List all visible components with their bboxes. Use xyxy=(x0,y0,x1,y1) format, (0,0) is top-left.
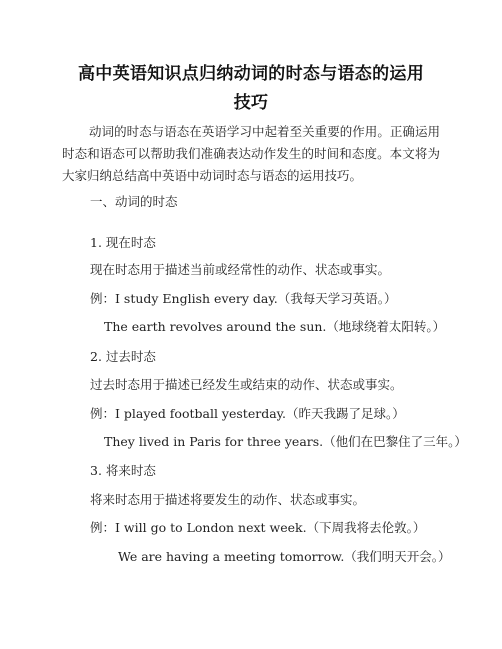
section-heading: 一、动词的时态 xyxy=(90,194,178,209)
intro-paragraph: 动词的时态与语态在英语学习中起着至关重要的作用。正确运用时态和语态可以帮助我们准确表达动作发生的时间和态度。本文将为大家归纳总结高中英语中动词时态与语态的运用技巧。 xyxy=(62,124,440,183)
example-line: 例：I will go to London next week.（下周我将去伦敦。） xyxy=(90,520,426,535)
example-line: They lived in Paris for three years.（他们在巴黎住了三年。） xyxy=(104,434,467,449)
subsection-description: 将来时态用于描述将要发生的动作、状态或事实。 xyxy=(90,492,366,507)
document-title: 高中英语知识点归纳动词的时态与语态的运用技巧 xyxy=(78,64,424,113)
subsection-description: 现在时态用于描述当前或经常性的动作、状态或事实。 xyxy=(90,262,391,277)
subsection-description: 过去时态用于描述已经发生或结束的动作、状态或事实。 xyxy=(90,377,403,392)
subsection-heading: 2. 过去时态 xyxy=(90,349,156,364)
example-line: The earth revolves around the sun.（地球绕着太阳转。） xyxy=(104,319,446,334)
example-line: 例：I study English every day.（我每天学习英语。） xyxy=(90,291,397,306)
subsection-heading: 1. 现在时态 xyxy=(90,235,156,250)
example-line: We are having a meeting tomorrow.（我们明天开会。） xyxy=(118,549,451,564)
subsection-heading: 3. 将来时态 xyxy=(90,463,156,478)
example-line: 例：I played football yesterday.（昨天我踢了足球。） xyxy=(90,406,405,421)
